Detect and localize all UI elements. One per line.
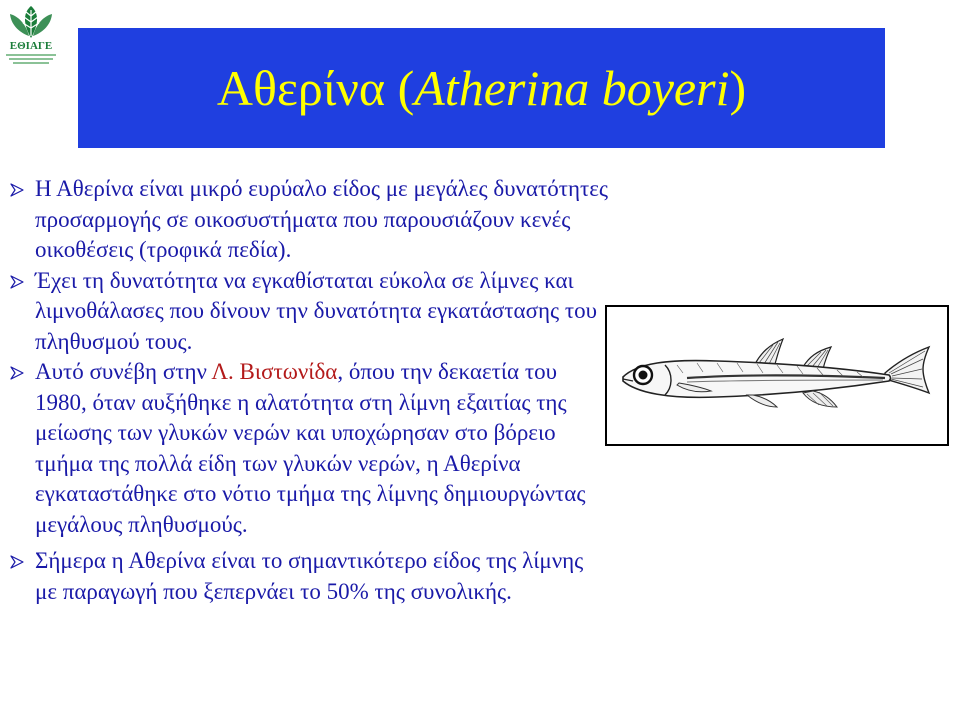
bullet-text: Σήμερα η Αθερίνα είναι το σημαντικότερο είδος της λίμνης με παραγωγή που ξεπερνάει το 50% της συνολικής. [35,548,584,604]
leaf-logo-icon [2,2,60,42]
title-bar [78,28,885,148]
logo-text: ΕΘΙΑΓΕ [9,40,53,52]
bullet-highlight-lake: Λ. Βιστωνίδα [211,359,338,384]
logo-subtitle-lines [4,54,58,68]
title-latin-name: Atherina boyeri [414,60,730,116]
atherina-fish-icon [607,307,947,444]
arrow-bullet-icon [10,183,24,197]
title-greek: Αθερίνα ( [216,60,415,116]
bullet-text-after: , όπου την δεκαετία του 1980, όταν αυξήθηκε η αλατότητα στη λίμνη εξαιτίας της μείωσης των γλυκών νερών και υποχώρησαν στο βόρειο τμήμα της πολλά είδη των γλυκών νερών, η Αθερίνα εγκαταστάθηκε στο νότιο τμήμα της λίμνης δημιουργώντας μεγάλους πληθυσμούς. [35,359,586,537]
fish-figure-frame [605,305,949,446]
arrow-bullet-icon [10,555,24,569]
bullet-list [10,174,610,607]
arrow-bullet-icon [10,275,24,289]
bullet-item [10,266,610,358]
bullet-item [10,174,610,266]
bullet-text: Η Αθερίνα είναι μικρό ευρύαλο είδος με μεγάλες δυνατότητες προσαρμογής σε οικοσυστήματα που παρουσιάζουν κενές οικοθέσεις (τροφικά πεδία). [35,176,609,262]
bullet-text: Έχει τη δυνατότητα να εγκαθίσταται εύκολα σε λίμνες και λιμνοθάλασες που δίνουν την δυνατότητα εγκατάστασης του πληθυσμού τους. [35,267,597,354]
bullet-text-before: Αυτό συνέβη στην [35,359,212,384]
title-close-paren: ) [729,60,747,116]
page-title [216,60,747,116]
bullet-item [10,546,610,607]
arrow-bullet-icon [10,366,24,380]
bullet-item [10,357,610,540]
logo [2,2,60,68]
